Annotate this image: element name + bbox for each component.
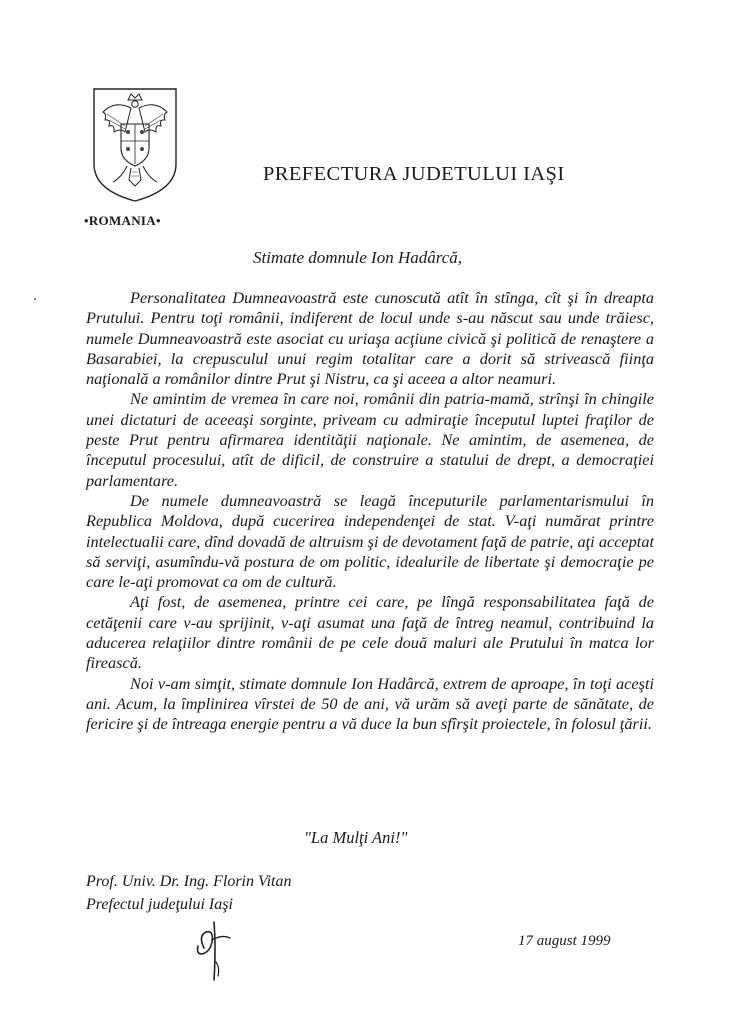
paragraph: Personalitatea Dumneavoastră este cunoscută atît în stînga, cît şi în dreapta Prutului. Pentru toţi românii, indiferent de locul unde s-au născut sau unde trăiesc, numele Dumneavoastră este asociat cu uriaşa acţiune civică şi politică de renaştere a Basarabiei, la crepusculul unui regim totalitar care a dorit să strivească fiinţa naţională a românilor dintre Prut şi Nistru, ca şi aceea a altor neamuri. [86, 288, 654, 389]
signatory-role: Prefectul judeţului Iaşi [86, 896, 233, 913]
signatory-name: Prof. Univ. Dr. Ing. Florin Vitan [86, 873, 292, 890]
closing-greeting: "La Mulţi Ani!" [304, 828, 408, 847]
scan-speck [34, 298, 36, 300]
paragraph: Noi v-am simţit, stimate domnule Ion Hadârcă, extrem de aproape, în toţi aceşti ani. Acum, la împlinirea vîrstei de 50 de ani, vă urăm să aveţi parte de sănătate, de fericire şi de întreaga energie pentru a vă duce la bun sfîrşit proiectele, în folosul ţării. [86, 673, 654, 734]
paragraph: Aţi fost, de asemenea, printre cei care, pe lîngă responsabilitatea faţă de cetăţenii care v-au sprijinit, v-aţi asumat una faţă de întreg neamul, contribuind la aducerea relaţiilor dintre românii de pe cele două maluri ale Prutului în matca lor firească. [86, 592, 654, 673]
letter-date: 17 august 1999 [518, 933, 611, 949]
letter-body [86, 288, 654, 735]
paragraph: Ne amintim de vremea în care noi, românii din patria-mamă, strînşi în chingile unei dictaturi de aceeaşi sorginte, priveam cu admiraţie începutul luptei fraţilor de peste Prut pentru afirmarea identităţii naţionale. Ne amintim, de asemenea, de începutul procesului, atît de dificil, de construire a statului de drept, a democraţiei parlamentare. [86, 389, 654, 490]
institution-title: PREFECTURA JUDETULUI IAŞI [263, 163, 565, 185]
country-label: •ROMANIA• [84, 213, 161, 228]
salutation: Stimate domnule Ion Hadârcă, [253, 248, 463, 267]
romania-coat-of-arms-icon [91, 86, 179, 204]
handwritten-signature-icon [190, 918, 240, 984]
paragraph: De numele dumneavoastră se leagă începuturile parlamentarismului în Republica Moldova, după cucerirea independenţei de stat. V-aţi numărat printre intelectualii care, dînd dovadă de altruism şi de devotament faţă de patrie, aţi acceptat să serviţi, asumîndu-vă postura de om politic, idealurile de libertate şi democraţie pe care le-aţi promovat ca om de cultură. [86, 490, 654, 592]
